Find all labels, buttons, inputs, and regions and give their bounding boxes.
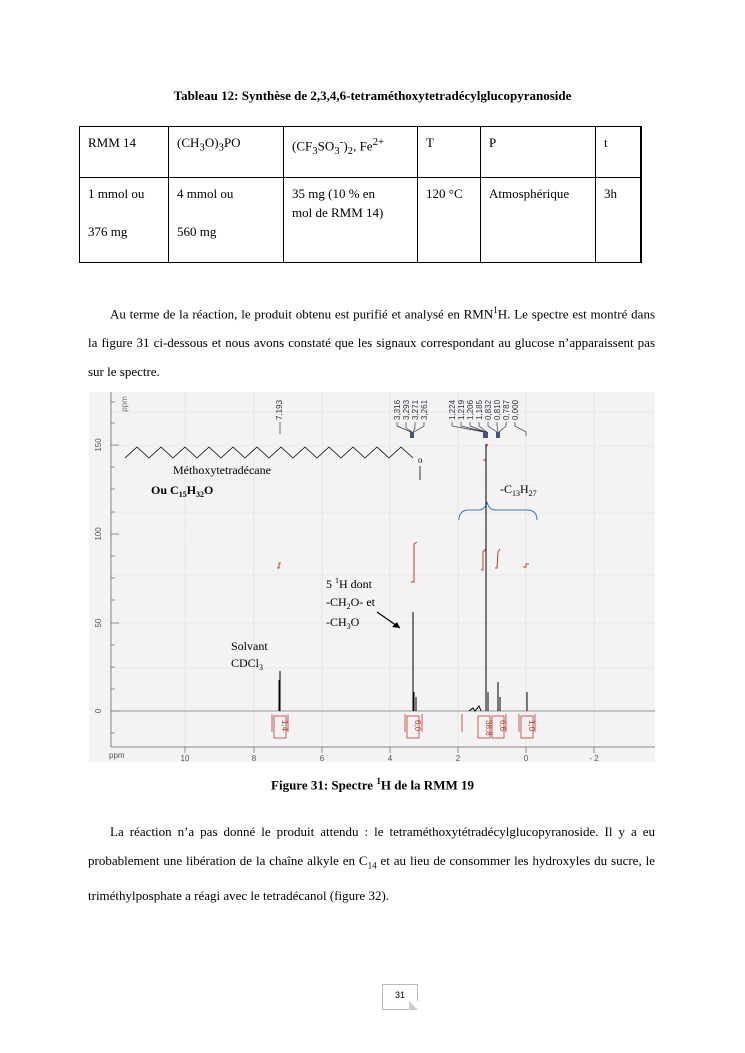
integral-value: 38,8: [484, 720, 493, 736]
y-tick-label: 100: [94, 527, 103, 541]
integral-value: 1,4: [280, 720, 289, 732]
table-row: [80, 178, 642, 263]
peak-label: 1,206: [466, 399, 475, 420]
header-cell: t: [596, 127, 642, 178]
cell-line: mol de RMM 14): [292, 205, 384, 220]
table-cell: [284, 178, 418, 263]
chain-label: $-C_{13}H_{27}$: [500, 482, 537, 498]
integral-value: 1,0: [527, 720, 536, 732]
header-cell: P: [481, 127, 596, 178]
table-cell: [596, 178, 642, 263]
oxygen-atom: o: [418, 455, 423, 465]
integral-value: 6,0: [413, 720, 422, 732]
peak-label: 0,787: [502, 399, 511, 420]
y-tick-label: 50: [94, 618, 103, 628]
molecule-name: Méthoxytetradécane: [173, 463, 271, 477]
synthesis-table: [79, 126, 642, 263]
x-tick-label: - 2: [589, 754, 599, 762]
solvent-formula: CDCl$_3$: [231, 656, 264, 672]
cell-line: Atmosphérique: [489, 186, 570, 201]
cell-line: 560 mg: [177, 224, 217, 239]
y-tick-label: 150: [94, 438, 103, 452]
x-unit: ppm: [109, 751, 125, 760]
table-cell: [169, 178, 284, 263]
integral-value: 6,6: [498, 720, 507, 732]
x-tick-label: 8: [251, 754, 257, 762]
cell-line: 4 mmol ou: [177, 186, 234, 201]
peak-label: 3,293: [402, 399, 411, 420]
solvent-label: Solvant: [231, 639, 268, 653]
cell-line: 35 mg (10 % en: [292, 186, 376, 201]
cell-line: 376 mg: [88, 224, 128, 239]
header-cell: T: [418, 127, 481, 178]
table-cell: [481, 178, 596, 263]
header-cell: RMM 14: [80, 127, 169, 178]
y-tick-label: 0: [94, 708, 103, 714]
peak-label: 0,000: [511, 399, 520, 420]
annotation-ch3o: $-CH_3O$: [326, 615, 360, 631]
peak-label: 3,271: [411, 399, 420, 420]
table-cell: [80, 178, 169, 263]
peak-label: 0,810: [493, 399, 502, 420]
x-tick-label: 10: [180, 754, 190, 762]
page-number-text: 31: [394, 990, 405, 1000]
figure-caption: Figure 31: Spectre $^1$H de la RMM 19: [271, 776, 474, 793]
peak-label: 3,316: [393, 399, 402, 420]
table-header-row: [80, 127, 642, 178]
annotation-ch2o: $-CH_2O-$ et: [326, 595, 375, 611]
nmr-spectrum: [89, 392, 655, 762]
peak-label: 7,193: [275, 399, 284, 420]
x-tick-label: 0: [523, 754, 529, 762]
cell-line: 3h: [604, 186, 617, 201]
y-unit: ppm: [120, 396, 129, 412]
x-tick-label: 6: [319, 754, 325, 762]
table-cell: [418, 178, 481, 263]
page-fold-icon: [409, 1001, 418, 1010]
table-caption: Tableau 12: Synthèse de 2,3,4,6-tetraméthoxytetradécylglucopyranoside: [173, 88, 572, 103]
x-tick-label: 4: [387, 754, 393, 762]
peak-label: 1,219: [457, 399, 466, 420]
molecule-formula: Ou $C_{15}H_{32}O$: [151, 483, 214, 499]
x-tick-label: 2: [455, 754, 461, 762]
plot-background: [89, 392, 655, 762]
header-cell: $(CF_3SO_3^-)_2$, $Fe^{2+}$: [284, 127, 418, 178]
peak-label: 0,832: [484, 399, 493, 420]
peak-label: 1,224: [448, 399, 457, 420]
cell-line: 1 mmol ou: [88, 186, 145, 201]
paragraph-2: La réaction n’a pas donné le produit attendu : le tetraméthoxytétradécylglucopyranoside. Il y a eu probablement une libération de la chaîne alkyle en $C_{14}$ et au lieu de consommer les hydroxyles du sucre, le triméthylposphate a réagi avec le tetradécanol (figure 32).: [88, 824, 655, 903]
page-number: [382, 984, 418, 1010]
header-cell: $(CH_3O)_3PO$: [169, 127, 284, 178]
annotation-1h: 5 $^1$H dont: [326, 576, 372, 591]
cell-line: 120 °C: [426, 186, 463, 201]
paragraph-1: Au terme de la réaction, le produit obtenu est purifié et analysé en RMN$^1$H. Le spectre est montré dans la figure 31 ci-dessous et nous avons constaté que les signaux correspondant au glucose n’apparaissent pas sur le spectre.: [88, 305, 655, 380]
peak-label: 3,261: [420, 399, 429, 420]
peak-label: 1,185: [475, 399, 484, 420]
